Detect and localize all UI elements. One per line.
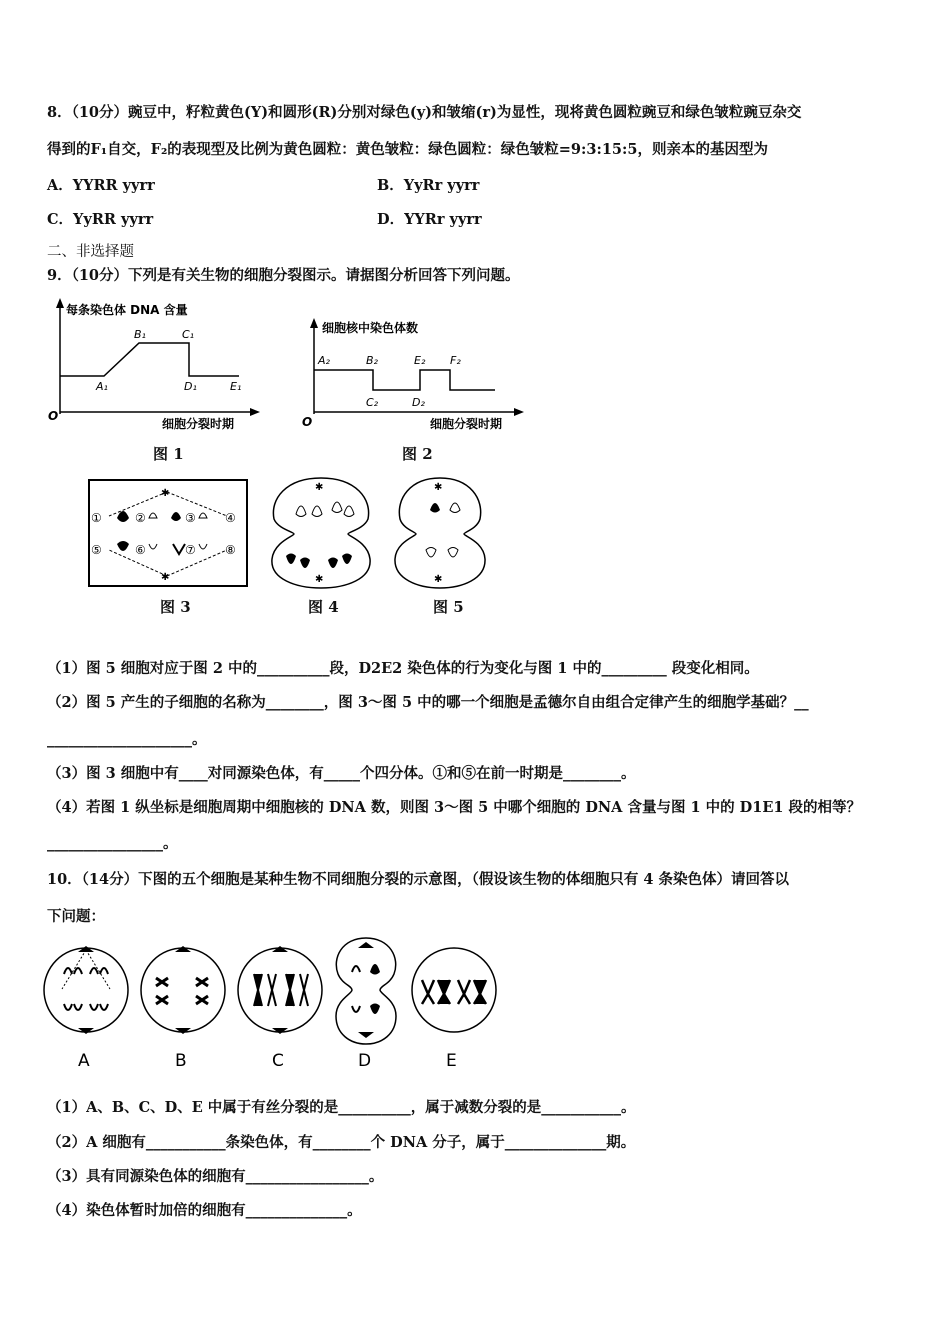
fig2-caption: 图 2 [402,445,433,463]
q10-sub1: （1）A、B、C、D、E 中属于有丝分裂的是__________，属于减数分裂的是___________。 [47,1099,636,1116]
fig2-point-a: A₂ [318,354,330,367]
q8-option-b: B．YyRr yyrr [377,177,480,194]
q9-intro: 9．（10分）下列是有关生物的细胞分裂图示。请据图分析回答下列问题。 [47,267,520,284]
fig1-point-d: D₁ [184,380,197,393]
svg-text:✱: ✱ [434,574,443,585]
q10-sub2: （2）A 细胞有___________条染色体，有________个 DNA 分子，属于______________期。 [47,1134,636,1151]
fig3-label-8: ⑧ [225,543,236,557]
fig1-caption: 图 1 [153,445,184,463]
fig1-graph [44,296,264,436]
fig1-point-b: B₁ [134,328,146,341]
fig2-graph [300,318,530,436]
fig2-point-e: E₂ [414,354,426,367]
q10-cell-figure [42,934,502,1074]
q9-sub2-line1: （2）图 5 产生的子细胞的名称为________，图 3～图 5 中的哪一个细胞是孟德尔自由组合定律产生的细胞学基础？__ [47,694,809,711]
q8-option-d: D．YYRr yyrr [377,211,482,228]
q9-sub3: （3）图 3 细胞中有____对同源染色体，有_____个四分体。①和⑤在前一时期是________。 [47,765,636,782]
svg-text:✱: ✱ [434,482,443,493]
q10-stem-line2: 下问题： [47,908,105,925]
svg-text:✱: ✱ [315,574,324,585]
fig2-point-b: B₂ [366,354,378,367]
fig3-label-2: ② [135,511,146,525]
fig3-label-7: ⑦ [185,543,196,557]
q10-label-e: E [446,1051,457,1071]
svg-text:✱: ✱ [161,572,170,583]
q10-label-b: B [175,1051,187,1071]
section-heading: 二、非选择题 [47,244,134,260]
fig5-cell-diagram [390,474,490,592]
fig5-caption: 图 5 [433,598,464,616]
q9-sub4-line2: ________________。 [47,835,178,852]
fig1-point-e: E₁ [230,380,242,393]
q10-sub4: （4）染色体暂时加倍的细胞有______________。 [47,1202,362,1219]
fig3-label-5: ⑤ [91,543,102,557]
q10-stem-line1: 10．（14分）下图的五个细胞是某种生物不同细胞分裂的示意图，（假设该生物的体细胞只有 4 条染色体）请回答以 [47,871,790,888]
fig3-label-1: ① [91,511,102,525]
q8-stem-line1: 8．（10分）豌豆中，籽粒黄色(Y)和圆形(R)分别对绿色(y)和皱缩(r)为显性，现将黄色圆粒豌豆和绿色皱粒豌豆杂交 [47,104,802,121]
fig4-caption: 图 4 [308,598,339,616]
fig3-caption: 图 3 [160,598,191,616]
q8-option-c: C．YyRR yyrr [47,211,154,228]
q10-label-d: D [358,1051,372,1071]
fig3-label-4: ④ [225,511,236,525]
q9-sub1: （1）图 5 细胞对应于图 2 中的__________段，D2E2 染色体的行为变化与图 1 中的_________ 段变化相同。 [47,660,759,677]
fig3-label-6: ⑥ [135,543,146,557]
fig1-ylabel: 每条染色体 DNA 含量 [66,303,188,317]
q8-option-a: A．YYRR yyrr [47,177,155,194]
q9-sub2-line2: ____________________。 [47,731,207,748]
svg-text:✱: ✱ [161,488,170,499]
q9-sub4-line1: （4）若图 1 纵坐标是细胞周期中细胞核的 DNA 数，则图 3～图 5 中哪个细胞的 DNA 含量与图 1 中的 D1E1 段的相等？ [47,799,862,816]
fig1-point-c: C₁ [182,328,195,341]
fig1-xlabel: 细胞分裂时期 [162,417,235,431]
fig1-point-a: A₁ [96,380,108,393]
q8-stem-line2: 得到的F₁自交，F₂的表现型及比例为黄色圆粒：黄色皱粒：绿色圆粒：绿色皱粒=9:3:15:5，则亲本的基因型为 [47,141,768,158]
fig2-point-d: D₂ [412,396,425,409]
fig2-ylabel: 细胞核中染色体数 [322,321,419,335]
fig2-point-f: F₂ [450,354,461,367]
fig3-cell-diagram [87,478,251,590]
fig3-label-3: ③ [185,511,196,525]
svg-text:✱: ✱ [315,482,324,493]
q10-sub3: （3）具有同源染色体的细胞有_________________。 [47,1168,384,1185]
fig2-xlabel: 细胞分裂时期 [430,417,503,431]
fig2-point-c: C₂ [366,396,379,409]
fig2-origin: O [302,415,313,429]
q10-label-c: C [272,1051,284,1071]
q10-label-a: A [78,1051,90,1071]
fig1-origin: O [48,409,59,423]
fig4-cell-diagram [266,474,376,592]
